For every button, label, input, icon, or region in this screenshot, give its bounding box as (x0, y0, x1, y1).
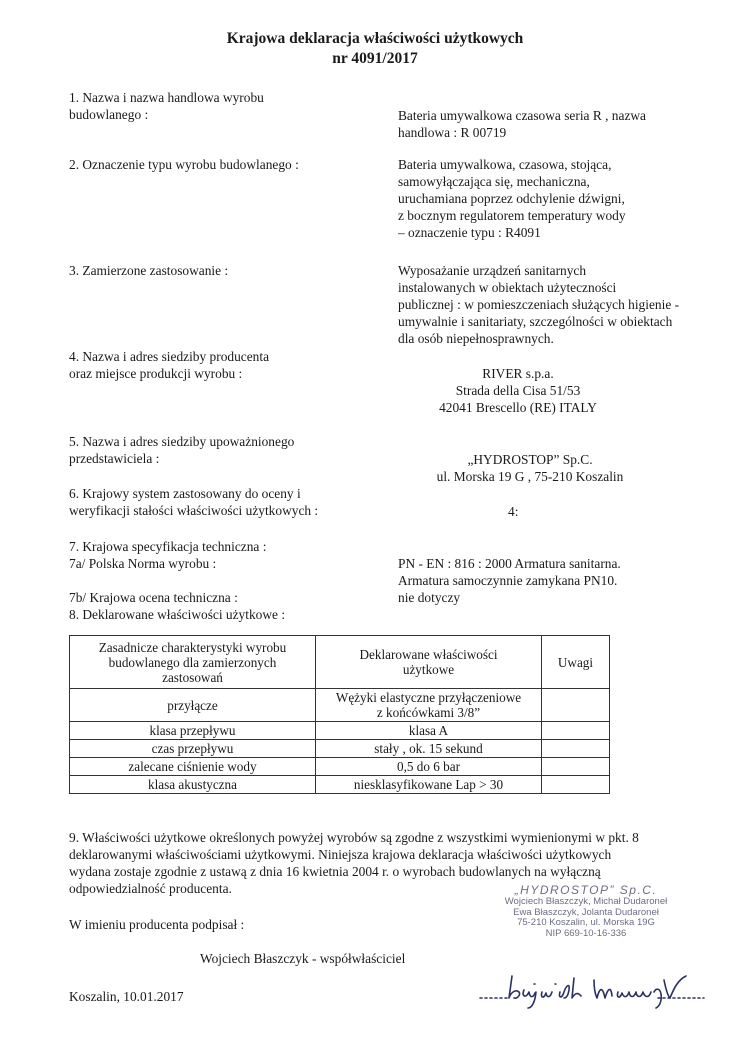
declaration-line-2: deklarowanymi właściwościami użytkowymi. Niniejsza krajowa deklaracja właściwości użytkowych (69, 847, 612, 862)
item-2-value: Bateria umywalkowa, czasowa, stojąca, samowyłączająca się, mechaniczna, uruchamiana poprzez odchylenie dźwigni, z bocznym regulatorem temperatury wody – oznaczenie typu : R4091 (398, 157, 626, 240)
item-3-label: 3. Zamierzone zastosowanie : (69, 263, 229, 278)
item-7-label: 7. Krajowa specyfikacja techniczna : 7a/ Polska Norma wyrobu : (69, 539, 267, 571)
table-cell: klasa przepływu (70, 722, 316, 740)
properties-table (69, 635, 610, 794)
document-number: nr 4091/2017 (332, 50, 418, 67)
table-cell (542, 758, 610, 776)
item-5-value: „HYDROSTOP” Sp.C. ul. Morska 19 G , 75-210 Koszalin (436, 452, 624, 484)
handwritten-signature (478, 962, 708, 1012)
item-7b-8-label: 7b/ Krajowa ocena techniczna : 8. Deklarowane właściwości użytkowe : (69, 590, 286, 622)
item-6-label: 6. Krajowy system zastosowany do oceny i weryfikacji stałości właściwości użytkowych : (69, 486, 319, 518)
company-stamp (496, 883, 676, 939)
table-cell: klasa A (316, 722, 542, 740)
stamp-line: Wojciech Błaszczyk, Michał Dudaroneł (504, 896, 668, 907)
item-1-value: Bateria umywalkowa czasowa seria R , nazwa handlowa : R 00719 (398, 108, 646, 140)
table-cell: Wężyki elastyczne przyłączeniowe z końcówkami 3/8” (316, 689, 542, 722)
table-cell: stały , ok. 15 sekund (316, 740, 542, 758)
table-cell: przyłącze (70, 689, 316, 722)
table-cell: zalecane ciśnienie wody (70, 758, 316, 776)
signed-on-behalf-label: W imieniu producenta podpisał : (69, 917, 245, 932)
declaration-line-3: wydana zostaje zgodnie z ustawą z dnia 16 kwietnia 2004 r. o wyrobach budowlanych na wyłączną (69, 864, 601, 879)
item-7b-value: nie dotyczy (398, 590, 461, 605)
document-title: Krajowa deklaracja właściwości użytkowych (226, 30, 524, 47)
table-row (70, 758, 610, 776)
table-cell (542, 722, 610, 740)
table-cell (542, 689, 610, 722)
item-4-label: 4. Nazwa i adres siedziby producenta oraz miejsce produkcji wyrobu : (69, 349, 270, 381)
table-row (70, 689, 610, 722)
table-cell: 0,5 do 6 bar (316, 758, 542, 776)
item-2-label: 2. Oznaczenie typu wyrobu budowlanego : (69, 157, 299, 172)
place-and-date: Koszalin, 10.01.2017 (69, 989, 184, 1004)
item-4-value: RIVER s.p.a. Strada della Cisa 51/53 42041 Brescello (RE) ITALY (439, 366, 597, 415)
table-row (70, 776, 610, 794)
item-3-value: Wyposażanie urządzeń sanitarnych instalowanych w obiektach użyteczności publicznej : w pomieszczeniach służących higienie - umywalnie i sanitariaty, szczególności w obiektach dla osób niepełnosprawnych. (398, 263, 680, 346)
declaration-line-1: 9. Właściwości użytkowe określonych powyżej wyrobów są zgodne z wszystkimi wymienionymi w pkt. 8 (69, 830, 639, 845)
table-cell: niesklasyfikowane Lap > 30 (316, 776, 542, 794)
item-6-value: 4: (508, 504, 519, 519)
table-cell (542, 776, 610, 794)
table-header-characteristics: Zasadnicze charakterystyki wyrobu budowlanego dla zamierzonych zastosowań (70, 636, 316, 689)
item-5-label: 5. Nazwa i adres siedziby upoważnionego przedstawiciela : (69, 434, 295, 466)
signer-name: Wojciech Błaszczyk - współwłaściciel (200, 951, 406, 966)
table-header-declared: Deklarowane właściwości użytkowe (316, 636, 542, 689)
stamp-line: NIP 669-10-16-336 (545, 927, 627, 939)
stamp-company-name: „HYDROSTOP” Sp.C. (514, 883, 658, 897)
table-cell: czas przepływu (70, 740, 316, 758)
item-7-value: PN - EN : 816 : 2000 Armatura sanitarna. Armatura samoczynnie zamykana PN10. (398, 556, 621, 588)
table-cell (542, 740, 610, 758)
declaration-line-4: odpowiedzialność producenta. (69, 881, 232, 896)
stamp-line: Ewa Błaszczyk, Jolanta Dudaroneł (513, 906, 659, 918)
table-header-remarks: Uwagi (542, 636, 610, 689)
stamp-line: 75-210 Koszalin, ul. Morska 19G (517, 917, 655, 928)
table-cell: klasa akustyczna (70, 776, 316, 794)
table-row (70, 722, 610, 740)
item-1-label: 1. Nazwa i nazwa handlowa wyrobu budowlanego : (69, 90, 264, 122)
table-header-row (70, 636, 610, 689)
table-row (70, 740, 610, 758)
